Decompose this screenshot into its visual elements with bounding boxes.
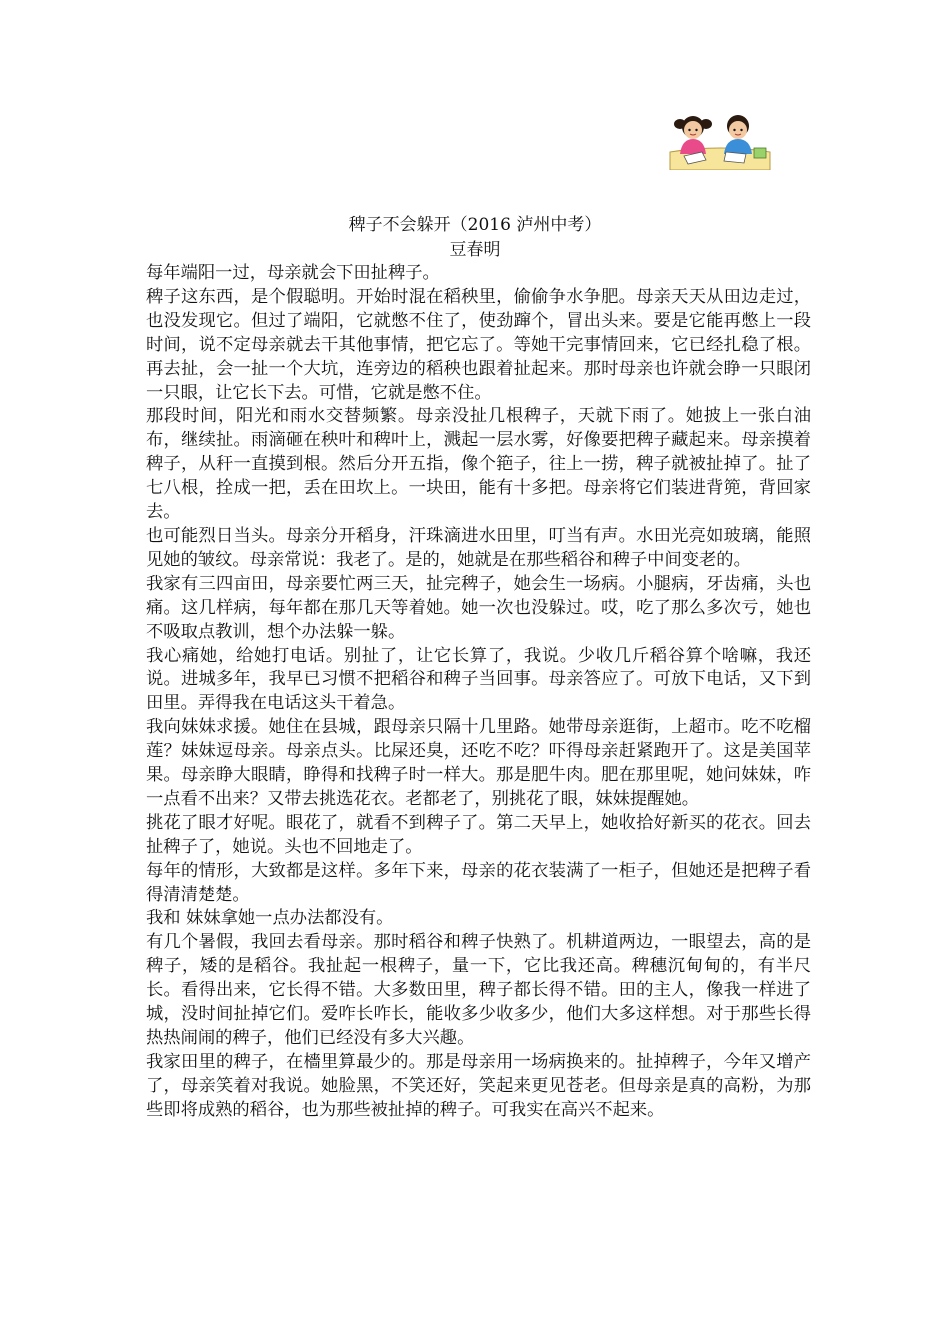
paragraph: 我家田里的稗子，在檣里算最少的。那是母亲用一场病换来的。扯掉稗子，今年又增产了，母亲笑着对我说。她脸黑，不笑还好，笑起来更见苍老。但母亲是真的高粉，为那些即将成熟的稻谷，也为那些被扯掉的稗子。可我实在高兴不起来。 [146, 1051, 811, 1120]
paragraph: 我和 妹妹拿她一点办法都没有。 [146, 908, 394, 929]
paragraph: 每年端阳一过，母亲就会下田扯稗子。 [146, 263, 440, 283]
article-title: 稗子不会躲开（2016 泸州中考） [348, 215, 602, 235]
paragraph: 我心痛她，给她打电话。别扯了，让它长算了，我说。少收几斤稻谷算个啥嘛，我还说。进城多年，我早已习惯不把稻谷和稗子当回事。母亲答应了。可放下电话，又下到田里。弄得我在电话这头干着急。 [146, 645, 811, 714]
paragraph: 有几个暑假，我回去看母亲。那时稻谷和稗子快熟了。机耕道两边，一眼望去，高的是稗子，矮的是稻谷。我扯起一根稗子，量一下，它比我还高。稗穗沉甸甸的，有半尺长。看得出来，它长得不错。大多数田里，稗子都长得不错。田的主人，像我一样进了城，没时间扯掉它们。爱咋长咋长，能收多少收多少，他们大多这样想。对于那些长得热热闹闹的稗子，他们已经没有多大兴趣。 [146, 932, 811, 1048]
paragraph: 也可能烈日当头。母亲分开稻身，汗珠滴进水田里，叮当有声。水田光亮如玻璃，能照见她的皱纹。母亲常说：我老了。是的，她就是在那些稻谷和稗子中间变老的。 [146, 525, 811, 570]
paragraph: 我向妹妹求援。她住在县城，跟母亲只隔十几里路。她带母亲逛街，上超市。吃不吃榴莲？妹妹逗母亲。母亲点头。比屎还臭，还吃不吃？吓得母亲赶紧跑开了。这是美国苹果。母亲睁大眼睛，睁得和找稗子时一样大。那是肥牛肉。肥在那里呢，她问妹妹，咋一点看不出来？又带去挑选花衣。老都老了，别挑花了眼，妹妹提醒她。 [146, 717, 811, 809]
article-author: 豆春明 [449, 240, 501, 260]
paragraph: 每年的情形，大致都是这样。多年下来，母亲的花衣装满了一柜子，但她还是把稗子看得清清楚楚。 [146, 860, 811, 905]
paragraph: 我家有三四亩田，母亲要忙两三天，扯完稗子，她会生一场病。小腿病，牙齿痛，头也痛。这几样病，每年都在那几天等着她。她一次也没躲过。哎，吃了那么多次亏，她也不吸取点教训，想个办法躲一躲。 [146, 573, 811, 642]
two-children-reading-icon [668, 108, 772, 170]
paragraph: 挑花了眼才好呢。眼花了，就看不到稗子了。第二天早上，她收拾好新买的花衣。回去扯稗子了，她说。头也不回地走了。 [146, 812, 811, 857]
article-body [146, 262, 811, 1123]
paragraph: 那段时间，阳光和雨水交替频繁。母亲没扯几根稗子，天就下雨了。她披上一张白油布，继续扯。雨滴砸在秧叶和稗叶上，溅起一层水雾，好像要把稗子藏起来。母亲摸着稗子，从秆一直摸到根。然后分开五指，像个筢子，往上一捞，稗子就被扯掉了。扯了七八根，拴成一把，丢在田坎上。一块田，能有十多把。母亲将它们装进背篼，背回家去。 [146, 406, 811, 523]
paragraph: 稗子这东西，是个假聪明。开始时混在稻秧里，偷偷争水争肥。母亲天天从田边走过，也没发现它。但过了端阳，它就憋不住了，使劲蹿个，冒出头来。要是它能再憋上一段时间，说不定母亲就去干其他事情，把它忘了。等她干完事情回来，它已经扎稳了根。再去扯，会一扯一个大坑，连旁边的稻秧也跟着扯起来。那时母亲也许就会睁一只眼闭一只眼，让它长下去。可惜，它就是憋不住。 [146, 286, 811, 403]
